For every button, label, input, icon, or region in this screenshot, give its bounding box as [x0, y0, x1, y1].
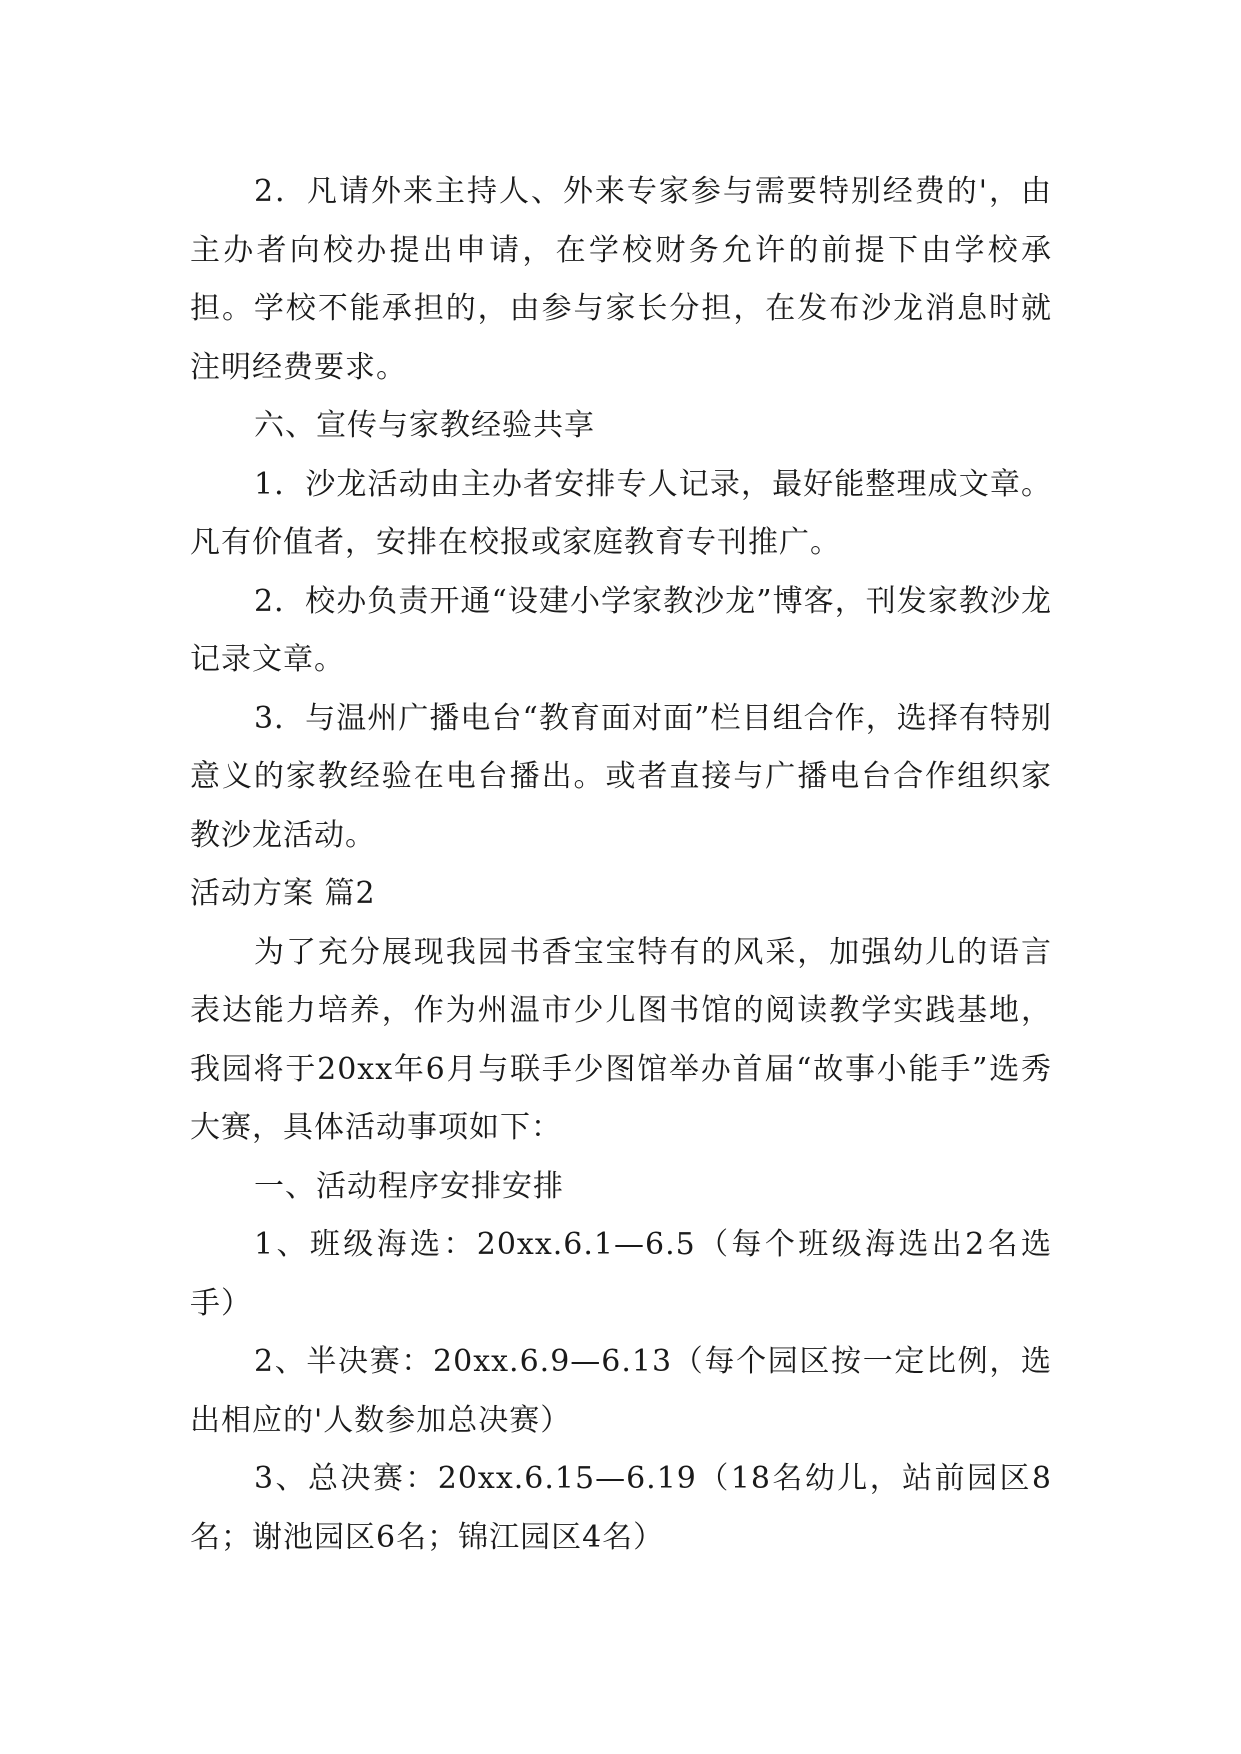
- schedule-item-class: 1、班级海选：20xx.6.1—6.5（每个班级海选出2名选手）: [190, 1227, 1052, 1321]
- section-heading-publicity: 六、宣传与家教经验共享: [254, 408, 595, 443]
- paragraph-intro: 为了充分展现我园书香宝宝特有的风采，加强幼儿的语言表达能力培养，作为州温市少儿图书馆的阅读教学实践基地，我园将于20xx年6月与联手少图馆举办首届“故事小能手”选秀大赛，具体活动事项如下：: [190, 934, 1052, 1145]
- paragraph-radio: 3．与温州广播电台“教育面对面”栏目组合作，选择有特别意义的家教经验在电台播出。或者直接与广播电台合作组织家教沙龙活动。: [190, 700, 1052, 853]
- plan-title-2: 活动方案 篇2: [190, 876, 376, 911]
- paragraph-blog: 2．校办负责开通“设建小学家教沙龙”博客，刊发家教沙龙记录文章。: [190, 583, 1052, 677]
- document-body: [190, 163, 1052, 1567]
- section-heading-schedule: 一、活动程序安排安排: [254, 1168, 564, 1204]
- paragraph-record: 1．沙龙活动由主办者安排专人记录，最好能整理成文章。凡有价值者，安排在校报或家庭教育专刊推广。: [190, 466, 1052, 560]
- schedule-item-final: 3、总决赛：20xx.6.15—6.19（18名幼儿，站前园区8名；谢池园区6名；锦江园区4名）: [190, 1461, 1052, 1555]
- paragraph-funding: 2．凡请外来主持人、外来专家参与需要特别经费的'，由主办者向校办提出申请，在学校财务允许的前提下由学校承担。学校不能承担的，由参与家长分担，在发布沙龙消息时就注明经费要求。: [190, 174, 1052, 385]
- schedule-item-semifinal: 2、半决赛：20xx.6.9—6.13（每个园区按一定比例，选出相应的'人数参加总决赛）: [190, 1344, 1052, 1438]
